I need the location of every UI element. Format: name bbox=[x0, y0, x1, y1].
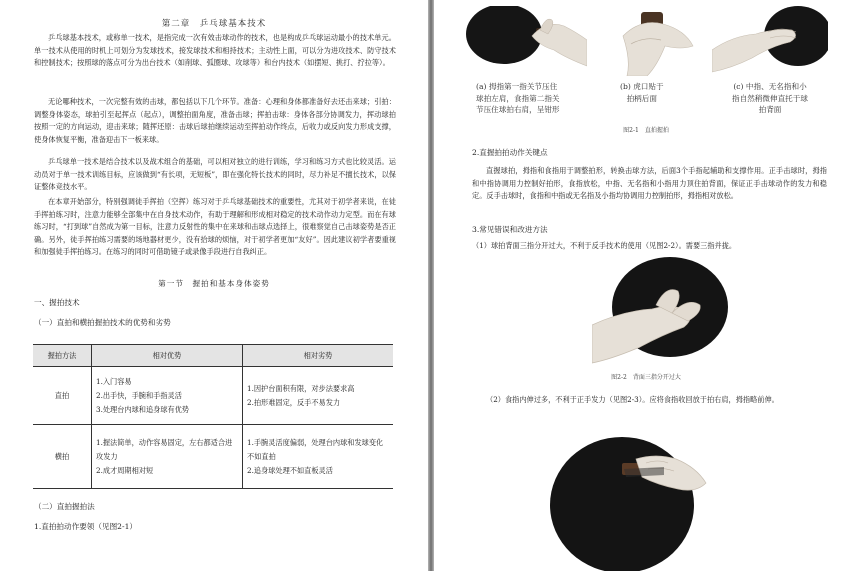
table-cell-line: 1.手腕灵活度偏弱，处理台内球和发球变化不如直拍 bbox=[247, 437, 384, 461]
heading-grip-technique: 一、握拍技术 bbox=[34, 298, 80, 307]
paragraph-3: 乒乓球单一技术是结合技术以及战术组合的基础，可以相对独立的进行训练，学习和练习方式也比较灵活。运动员对于单一技术训练目标，应该做到“有长项，无短板”，即在强化特长技术的同时，尽力补足不擅长技术，以保证整体竞技水平。 bbox=[34, 157, 396, 192]
table-cell-advantages bbox=[92, 425, 243, 489]
table-cell-line: 1.因护台面积有限，对步法要求高 bbox=[247, 383, 355, 393]
paragraph-4: 在本章开始部分，特别强调徒手挥拍（空挥）练习对于乒乓球基础技术的重要性，尤其对于初学者来说，在徒手挥拍练习时，注意力能够全部集中在自身技术动作，有助于理解和形成相对稳定的技术动作动力定型。而在有球练习时，“打到球”自然成为第一目标，注意力反射性的集中在来球和击球点选择上，很难察觉自己击球姿势是否正确。另外，徒手挥拍练习需要的场地器材更少，没有拾球的烦恼，对于初学者更加“友好”。因此建议初学者要重视和加强徒手挥拍练习。在练习的同时可借助镜子或录像手段进行自我纠正。 bbox=[34, 197, 396, 257]
caption-line: 球拍左肩，食指第二指关 bbox=[476, 93, 560, 103]
heading-grip-comparison: （一）直拍和横拍握拍技术的优势和劣势 bbox=[34, 318, 171, 327]
figure-caption-c bbox=[718, 81, 822, 116]
heading-common-errors: 3.常见错误和改进方法 bbox=[472, 225, 548, 234]
photo-error-index-finger bbox=[546, 423, 712, 571]
table-cell-line: 1.入门容易 bbox=[96, 376, 132, 386]
figure-caption-a bbox=[476, 81, 560, 116]
table-header-row bbox=[33, 345, 393, 367]
paragraph-keypoints: 直握球拍，拇指和食指用于调整拍形，转换击球方法，后面3个手指起辅助和支撑作用。正手击球时，拇指和中指协调用力控制好拍形，食指放松，中指、无名指和小指用力顶住拍背面，保证正手击球动作的发力和稳定。反手击球时，食指和中指或无名指及小指均协调用力控制拍形，拇指相对放松。 bbox=[472, 166, 827, 201]
table-header: 握拍方法 bbox=[33, 345, 92, 367]
error-item-1: （1）球拍背面三指分开过大，不利于反手技术的使用（见图2-2）。需要三指并拢。 bbox=[472, 241, 737, 250]
table-header: 相对劣势 bbox=[243, 345, 394, 367]
table-cell-line: 3.处理台内球和追身球有优势 bbox=[96, 404, 190, 414]
grip-comparison-table bbox=[33, 344, 393, 489]
photo-grip-c bbox=[712, 6, 828, 76]
heading-penhold-grip: （二）直拍握拍法 bbox=[34, 502, 95, 511]
left-page bbox=[0, 0, 428, 571]
figure-caption-b bbox=[620, 81, 664, 104]
section-title: 第一节 握拍和基本身体姿势 bbox=[158, 279, 270, 288]
caption-line: (c) 中指、无名指和小 bbox=[733, 82, 807, 91]
table-cell-disadvantages bbox=[243, 367, 394, 425]
heading-penhold-essentials: 1.直拍拍动作要领（见图2-1） bbox=[34, 522, 138, 531]
caption-line: 指自然稍微伸直托于球 bbox=[732, 93, 808, 103]
photo-error-fingers-spread bbox=[592, 255, 734, 367]
figure-label-2-1: 图2-1 直拍握拍 bbox=[623, 127, 669, 134]
paragraph-2: 无论哪种技术，一次完整有效的击球，都包括以下几个环节。准备：心理和身体都准备好去还击来球；引拍：调整身体姿态，球拍引至起挥点（起点），调整拍面角度，准备击球；挥拍击球：身体各部分协调发力，挥动球拍按照一定的方向运动，迎击来球；随挥还原：击球后球拍继续运动至挥拍动作终点，后收力或反向发力形成支撑，使身体恢复平衡，准备迎击下一板来球。 bbox=[34, 97, 396, 144]
table-cell-method: 直拍 bbox=[33, 367, 92, 425]
table-cell-line: 2.出手快，手腕和手指灵活 bbox=[96, 390, 182, 400]
table-cell-line: 2.成才周期相对短 bbox=[96, 465, 154, 475]
caption-line: 节压住球拍右肩，呈钳形 bbox=[476, 105, 560, 114]
caption-line: 拍背面 bbox=[758, 105, 782, 114]
table-header: 相对优势 bbox=[92, 345, 243, 367]
paragraph-1: 乒乓球基本技术，或称单一技术，是指完成一次有效击球动作的技术，也是构成乒乓球运动最小的技术单元。单一技术从使用的时机上可划分为发球技术，接发球技术和相持技术；主动性上面，可以分为进攻技术、防守技术和控制技术；按照球的落点可分为出台技术（如削球、弧圈球、攻球等）和台内技术（如摆短、挑打、拧拉等）。 bbox=[34, 33, 396, 68]
table-cell-line: 2.拍形难固定，反手不易发力 bbox=[247, 397, 341, 407]
caption-line: 拍柄后面 bbox=[626, 93, 657, 103]
table-cell-disadvantages bbox=[243, 425, 394, 489]
figure-label-2-2: 图2-2 背面三指分开过大 bbox=[611, 374, 681, 381]
table-cell-advantages bbox=[92, 367, 243, 425]
heading-penhold-keypoints: 2.直握拍拍动作关键点 bbox=[472, 148, 548, 157]
chapter-title: 第二章 乒乓球基本技术 bbox=[161, 19, 267, 29]
photo-grip-a bbox=[462, 6, 587, 76]
caption-line: (b) 虎口贴于 bbox=[620, 82, 664, 91]
error-item-2: （2）食指内伸过多，不利于正手发力（见图2-3）。应将食指收回放于拍右肩，拇指略前伸。 bbox=[486, 395, 779, 404]
right-page bbox=[434, 0, 858, 571]
table-row bbox=[33, 367, 393, 425]
table-cell-line: 2.追身球处理不如直板灵活 bbox=[247, 465, 333, 475]
photo-grip-b bbox=[601, 6, 704, 76]
table-cell-line: 1.握法简单，动作容易固定，左右都适合进攻发力 bbox=[96, 437, 233, 461]
table-cell-method: 横拍 bbox=[33, 425, 92, 489]
table-row bbox=[33, 425, 393, 489]
caption-line: (a) 拇指第一指关节压住 bbox=[476, 82, 558, 91]
